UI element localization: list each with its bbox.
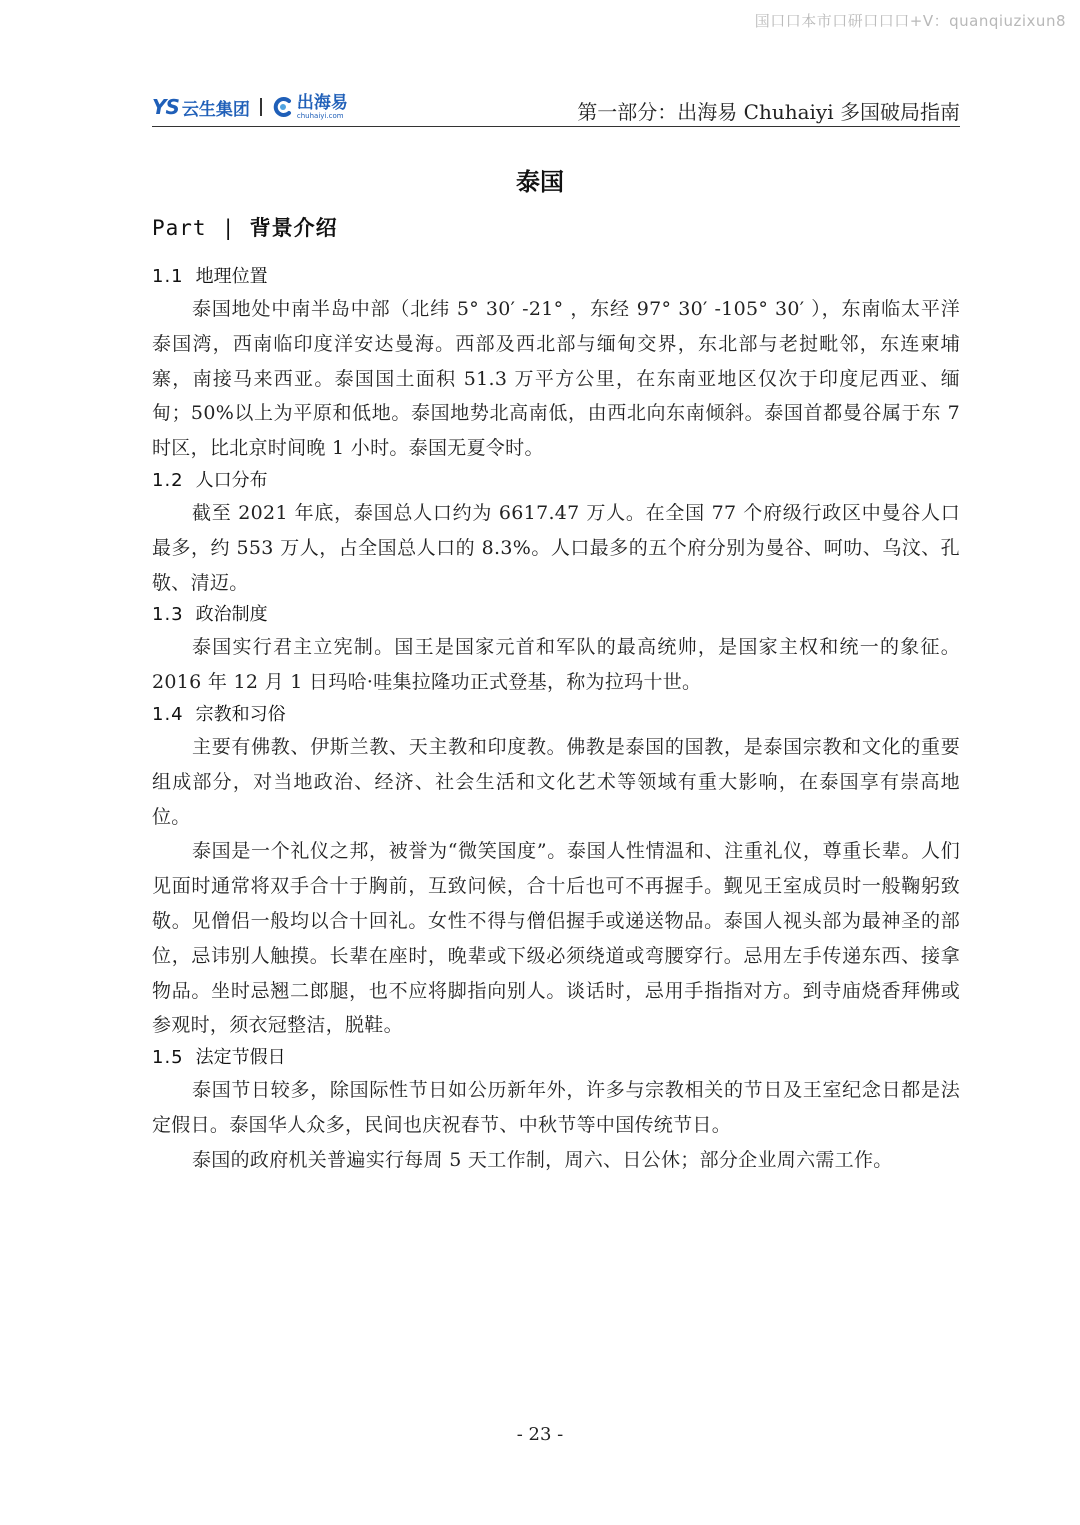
ys-logo-mark: YS xyxy=(152,95,179,119)
paragraph: 泰国实行君主立宪制。国王是国家元首和军队的最高统帅，是国家主权和统一的象征。2016 年 12 月 1 日玛哈·哇集拉隆功正式登基，称为拉玛十世。 xyxy=(152,636,960,694)
watermark-text: 国口口本市口研口口口+V：quanqiuzixun8 xyxy=(754,12,1066,30)
part-label: Part xyxy=(152,216,207,240)
header-title: 第一部分：出海易 Chuhaiyi 多国破局指南 xyxy=(577,100,960,124)
ys-logo-text: 云生集团 xyxy=(181,99,250,120)
logo-group xyxy=(152,94,348,120)
section-heading xyxy=(152,700,960,730)
part-heading xyxy=(152,212,338,242)
section-heading xyxy=(152,466,960,496)
section-title: 政治制度 xyxy=(195,604,268,626)
section-number: 1.5 xyxy=(152,1047,184,1069)
section-heading xyxy=(152,262,960,292)
section-heading xyxy=(152,600,960,630)
section-title: 地理位置 xyxy=(195,266,268,287)
paragraph: 泰国节日较多，除国际性节日如公历新年外，许多与宗教相关的节日及王室纪念日都是法定假日。泰国华人众多，民间也庆祝春节、中秋节等中国传统节日。 xyxy=(152,1079,960,1136)
paragraph: 泰国地处中南半岛中部（北纬 5° 30′ -21° ，东经 97° 30′ -105° 30′ ），东南临太平洋泰国湾，西南临印度洋安达曼海。西部及西北部与缅甸交界，东北部与老挝毗邻，东连柬埔寨，南接马来西亚。泰国国土面积 51.3 万平方公里，在东南亚地区仅次于印度尼西亚、缅甸；50%以上为平原和低地。泰国地势北高南低，由西北向东南倾斜。泰国首都曼谷属于东 7 时区，比北京时间晚 1 小时。泰国无夏令时。 xyxy=(152,298,960,460)
section-title: 法定节假日 xyxy=(195,1047,286,1069)
document-body xyxy=(152,262,960,1178)
section-title: 宗教和习俗 xyxy=(195,703,286,725)
paragraph: 截至 2021 年底，泰国总人口约为 6617.47 万人。在全国 77 个府级行政区中曼谷人口最多，约 553 万人，占全国总人口的 8.3%。人口最多的五个府分别为曼谷、呵叻、乌汶、孔敬、清迈。 xyxy=(152,501,960,594)
paragraph: 主要有佛教、伊斯兰教、天主教和印度教。佛教是泰国的国教，是泰国宗教和文化的重要组成部分，对当地政治、经济、社会生活和文化艺术等领域有重大影响，在泰国享有崇高地位。 xyxy=(152,735,960,828)
paragraph: 泰国的政府机关普遍实行每周 5 天工作制，周六、日公休；部分企业周六需工作。 xyxy=(192,1148,893,1171)
part-divider: | xyxy=(224,216,232,240)
chuhaiyi-logo xyxy=(272,92,348,120)
page-number: - 23 - xyxy=(516,1424,564,1445)
chuhaiyi-logo-url: chuhaiyi.com xyxy=(296,111,344,120)
chuhaiyi-logo-icon xyxy=(272,96,294,118)
chuhaiyi-logo-name: 出海易 xyxy=(296,92,348,113)
section-number: 1.1 xyxy=(152,266,184,287)
section-number: 1.3 xyxy=(152,604,184,626)
page-header xyxy=(152,90,960,127)
section-heading xyxy=(152,1043,960,1073)
section-number: 1.4 xyxy=(152,703,184,725)
section-title: 人口分布 xyxy=(195,469,268,491)
page-title: 泰国 xyxy=(516,168,564,196)
logo-divider xyxy=(260,98,262,116)
paragraph: 泰国是一个礼仪之邦，被誉为“微笑国度”。泰国人性情温和、注重礼仪，尊重长辈。人们见面时通常将双手合十于胸前，互致问候，合十后也可不再握手。觐见王室成员时一般鞠躬致敬。见僧侣一般均以合十回礼。女性不得与僧侣握手或递送物品。泰国人视头部为最神圣的部位，忌讳别人触摸。长辈在座时，晚辈或下级必须绕道或弯腰穿行。忌用左手传递东西、接拿物品。坐时忌翘二郎腿，也不应将脚指向别人。谈话时，忌用手指指对方。到寺庙烧香拜佛或参观时，须衣冠整洁，脱鞋。 xyxy=(152,840,960,1037)
chuhaiyi-logo-text xyxy=(296,92,348,120)
section-number: 1.2 xyxy=(152,469,184,491)
part-title: 背景介绍 xyxy=(249,216,338,240)
